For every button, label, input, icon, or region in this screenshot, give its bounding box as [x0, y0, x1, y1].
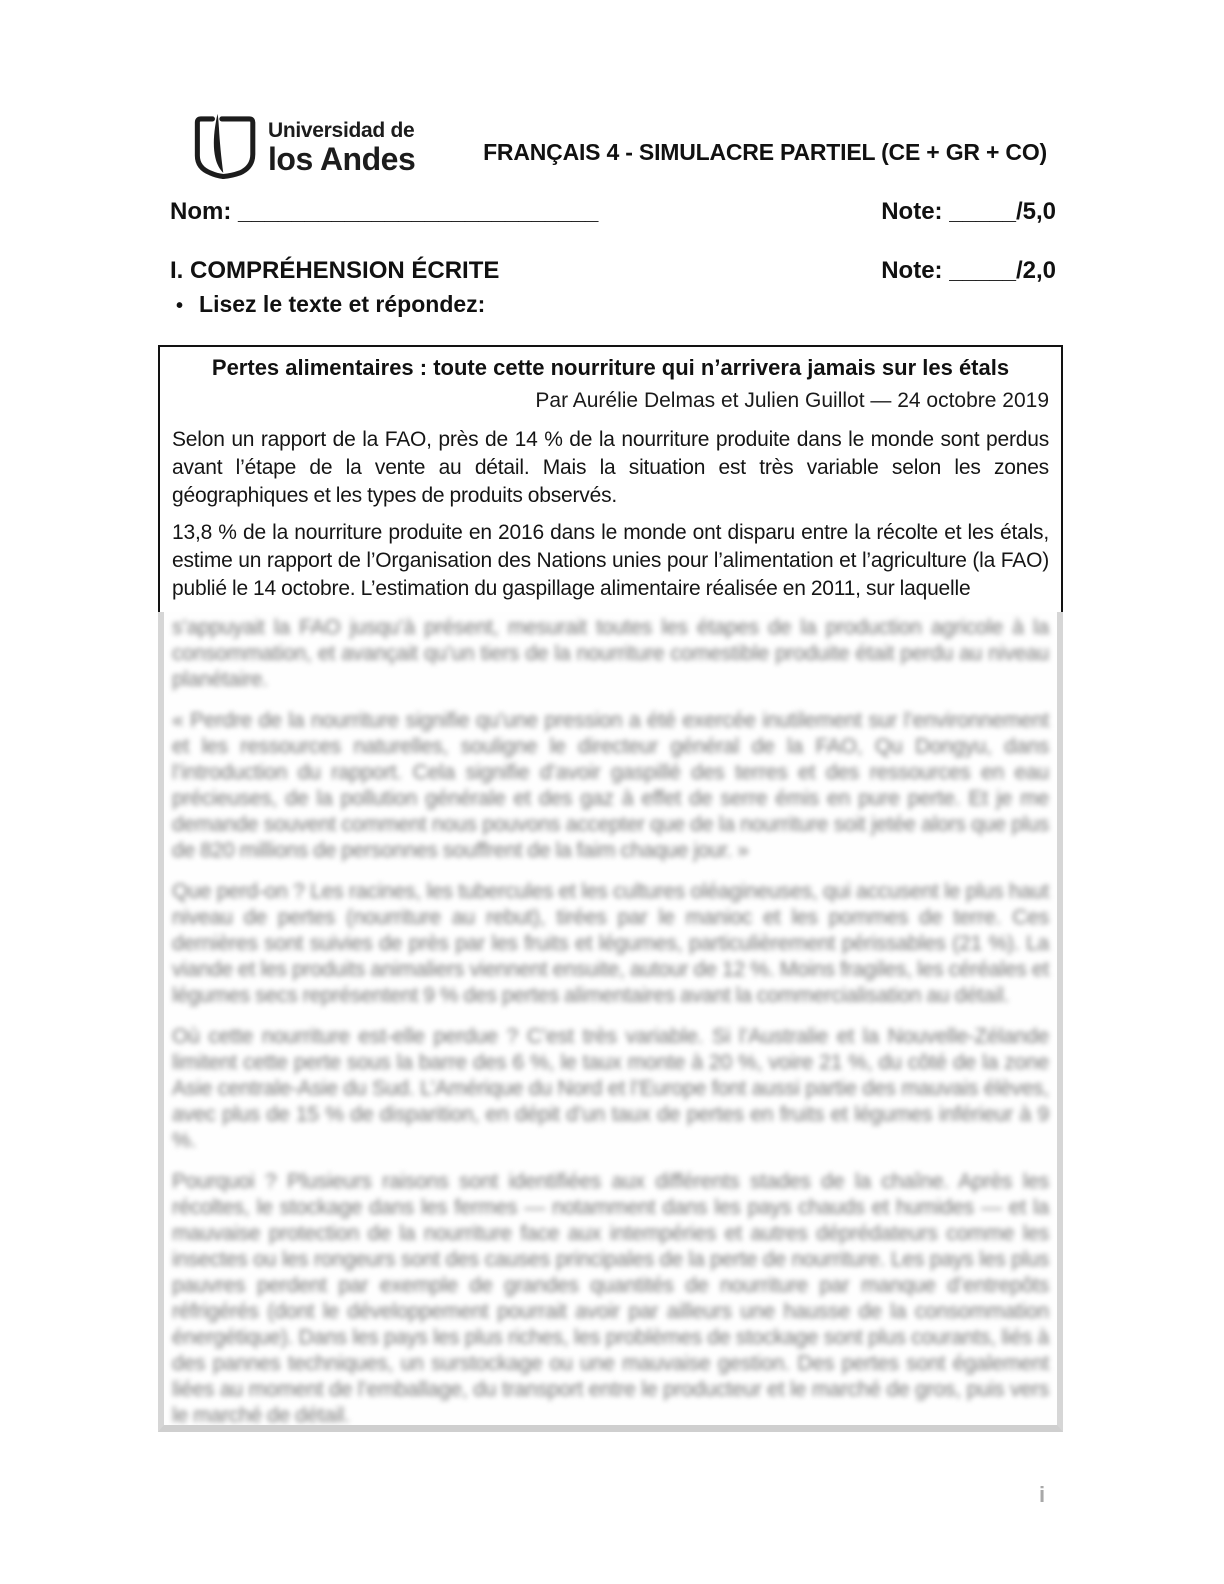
course-title: FRANÇAIS 4 - SIMULACRE PARTIEL (CE + GR + CO)	[483, 139, 1047, 165]
name-blank-line: ___________________________	[238, 198, 599, 225]
article-readable-section	[158, 345, 1063, 612]
total-note-max: /5,0	[1015, 198, 1056, 225]
blurred-paragraph: « Perdre de la nourriture signifie qu’une pression a été exercée inutilement sur l’environnement et les ressources naturelles, souligne le directeur général de la FAO, Qu Dongyu, dans l’introduction du rapport. Cela signifie d’avoir gaspillé des terres et des ressources en eau précieuses, de la pollution générale et des gaz à effet de serre émis en pure perte. Et je me demande souvent comment nous pouvons accepter que de la nourriture soit jetée alors que plus de 820 millions de personnes souffrent de la faim chaque jour. »	[172, 709, 1049, 862]
instruction-text: Lisez le texte et répondez:	[199, 291, 486, 317]
blurred-paragraph: s’appuyait la FAO jusqu’à présent, mesurait toutes les étapes de la production agricole à la consommation, et avançait qu’un tiers de la nourriture comestible produite était perdu au niveau planétaire.	[172, 616, 1049, 691]
section1-note-blank: _____	[949, 257, 1016, 284]
name-label: Nom:	[170, 198, 232, 225]
logo-text-line1: Universidad de	[268, 118, 415, 142]
endnote-marker: i	[1039, 1482, 1046, 1507]
section1-note-field	[881, 257, 1056, 285]
logo-text-line2: los Andes	[268, 140, 416, 177]
name-note-row	[170, 198, 1056, 226]
article-title: Pertes alimentaires : toute cette nourriture qui n’arrivera jamais sur les étals	[211, 355, 1010, 380]
article-box	[158, 345, 1063, 1432]
bullet-icon: •	[176, 295, 184, 317]
instruction-row	[176, 291, 485, 318]
article-byline: Par Aurélie Delmas et Julien Guillot — 24 octobre 2019	[535, 389, 1049, 412]
name-field	[170, 198, 598, 226]
section1-note-max: /2,0	[1015, 257, 1056, 284]
total-note-field	[881, 198, 1056, 226]
article-paragraph-body: 13,8 % de la nourriture produite en 2016 dans le monde ont disparu entre la récolte et les étals, estime un rapport de l’Organisation des Nations unies pour l’alimentation et l’agriculture (la FAO) publié le 14 octobre. L’estimation du gaspillage alimentaire réalisée en 2011, sur laquelle	[172, 521, 1049, 600]
university-logo	[188, 104, 415, 190]
section1-note-label: Note:	[881, 257, 943, 284]
section1-title: I. COMPRÉHENSION ÉCRITE	[170, 257, 500, 284]
blurred-paragraph: Où cette nourriture est-elle perdue ? C’est très variable. Si l’Australie et la Nouvelle-Zélande limitent cette perte sous la barre des 6 %, le taux monte à 20 %, voire 21 %, du côté de la zone Asie centrale-Asie du Sud. L’Amérique du Nord et l’Europe font aussi partie des mauvais élèves, avec plus de 15 % de disparition, en dépit d’un taux de pertes en fruits et légumes inférieur à 9 %.	[172, 1025, 1049, 1152]
article-paragraph-intro: Selon un rapport de la FAO, près de 14 % de la nourriture produite dans le monde sont perdus avant l’étape de la vente au détail. Mais la situation est très variable selon les zones géographiques et les types de produits observés.	[172, 428, 1049, 507]
blurred-paragraph: Pourquoi ? Plusieurs raisons sont identifiées aux différents stades de la chaîne. Après les récoltes, le stockage dans les fermes — notamment dans les pays chauds et humides — et la mauvaise protection de la nourriture face aux intempéries et autres déprédateurs comme les insectes ou les rongeurs sont des causes principales de la perte de nourriture. Les pays les plus pauvres perdent par exemple de grandes quantités de nourriture par manque d’entrepôts réfrigérés (dont le développement pourrait avoir par ailleurs une hausse de la consommation énergétique). Dans les pays les plus riches, les problèmes de stockage sont plus courants, liés à des pannes techniques, un surstockage ou une mauvaise gestion. Des pertes sont également liées au moment de l’emballage, du transport entre le producteur et le marché de gros, puis vers le marché de détail.	[172, 1170, 1049, 1427]
total-note-blank: _____	[949, 198, 1016, 225]
article-blurred-section	[158, 612, 1063, 1432]
section1-row	[170, 257, 1056, 285]
logo-text	[268, 120, 415, 175]
total-note-label: Note:	[881, 198, 943, 225]
blurred-paragraph: Que perd-on ? Les racines, les tubercules et les cultures oléagineuses, qui accusent le plus haut niveau de pertes (nourriture au rebut), tirées par le manioc et les pommes de terre. Ces dernières sont suivies de près par les fruits et légumes, particulièrement périssables (21 %). La viande et les produits animaliers viennent ensuite, autour de 12 %. Moins fragiles, les céréales et légumes secs représentent 9 % des pertes alimentaires avant la commercialisation au détail.	[172, 880, 1049, 1007]
logo-shield-icon	[188, 104, 260, 190]
